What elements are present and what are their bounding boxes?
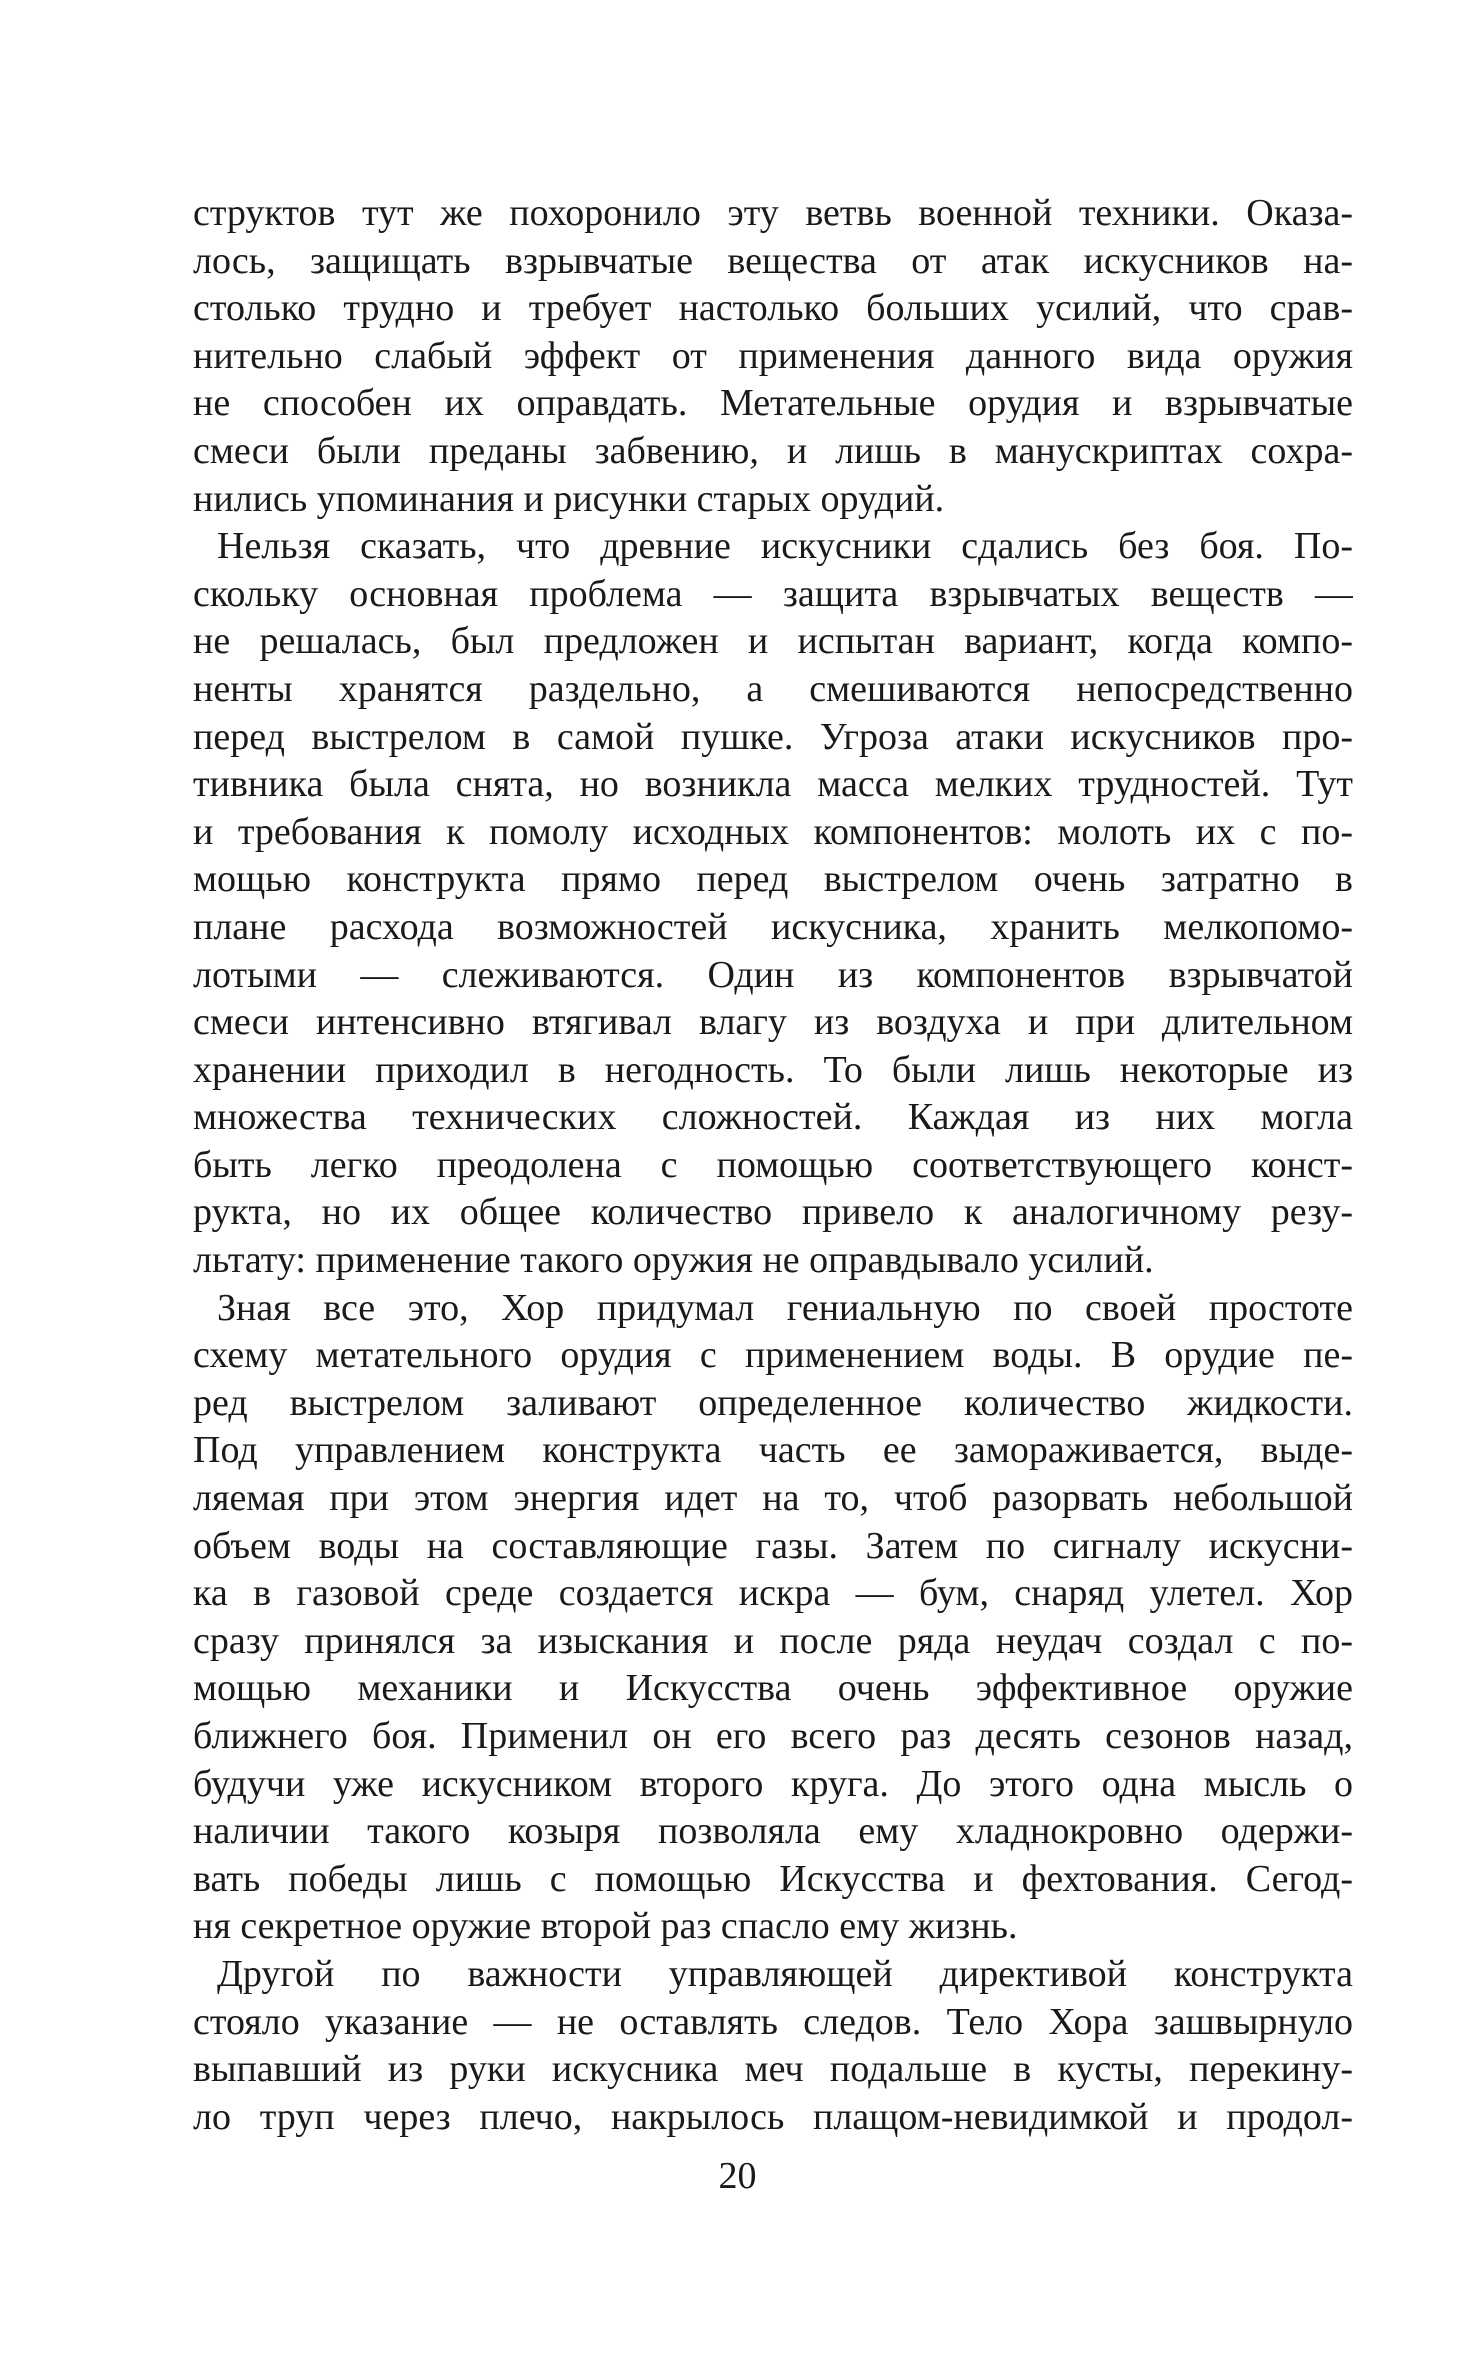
text-line: Зная все это, Хор придумал гениальную по своей простоте	[217, 1286, 1353, 1329]
text-line: Нельзя сказать, что древние искусники сдались без боя. По-	[217, 525, 1353, 568]
text-line: ка в газовой среде создается искра — бум, снаряд улетел. Хор	[193, 1572, 1353, 1615]
text-line: не способен их оправдать. Метательные орудия и взрывчатые	[193, 382, 1353, 425]
text-line: ненты хранятся раздельно, а смешиваются непосредственно	[193, 667, 1353, 710]
body-text	[193, 190, 1353, 2141]
text-line: нительно слабый эффект от применения данного вида оружия	[193, 334, 1353, 377]
text-line: хранении приходил в негодность. То были лишь некоторые из	[193, 1048, 1353, 1091]
text-line: нились упоминания и рисунки старых орудий.	[193, 477, 945, 520]
text-line: структов тут же похоронило эту ветвь военной техники. Оказа-	[193, 192, 1353, 234]
text-line: смеси интенсивно втягивал влагу из воздуха и при длительном	[193, 1001, 1353, 1044]
text-line: объем воды на составляющие газы. Затем по сигналу искусни-	[193, 1524, 1353, 1567]
text-line: вать победы лишь с помощью Искусства и фехтования. Сегод-	[193, 1857, 1353, 1900]
text-line: мощью конструкта прямо перед выстрелом очень затратно в	[193, 858, 1353, 901]
text-line: выпавший из руки искусника меч подальше в кусты, перекину-	[193, 2048, 1353, 2091]
text-line: смеси были преданы забвению, и лишь в манускриптах сохра-	[193, 429, 1353, 472]
text-line: наличии такого козыря позволяла ему хладнокровно одержи-	[193, 1810, 1353, 1853]
text-line: стояло указание — не оставлять следов. Тело Хора зашвырнуло	[193, 2000, 1353, 2043]
text-line: плане расхода возможностей искусника, хранить мелкопомо-	[193, 905, 1353, 948]
text-line: мощью механики и Искусства очень эффективное оружие	[193, 1667, 1353, 1710]
text-line: не решалась, был предложен и испытан вариант, когда компо-	[193, 620, 1353, 663]
text-line: быть легко преодолена с помощью соответствующего конст-	[193, 1143, 1353, 1186]
text-line: льтату: применение такого оружия не оправдывало усилий.	[193, 1239, 1154, 1282]
page-number: 20	[718, 2155, 757, 2197]
text-line: ближнего боя. Применил он его всего раз десять сезонов назад,	[193, 1715, 1353, 1757]
text-line: ред выстрелом заливают определенное количество жидкости.	[193, 1381, 1353, 1424]
text-line: Другой по важности управляющей директивой конструкта	[217, 1952, 1353, 1995]
text-line: будучи уже искусником второго круга. До этого одна мысль о	[193, 1762, 1353, 1805]
text-line: Под управлением конструкта часть ее замораживается, выде-	[193, 1429, 1353, 1472]
text-line: лотыми — слеживаются. Один из компонентов взрывчатой	[193, 953, 1353, 996]
text-line: ляемая при этом энергия идет на то, чтоб разорвать небольшой	[193, 1477, 1353, 1520]
text-line: перед выстрелом в самой пушке. Угроза атаки искусников про-	[193, 715, 1353, 758]
text-line: тивника была снята, но возникла масса мелких трудностей. Тут	[193, 763, 1353, 806]
text-line: множества технических сложностей. Каждая из них могла	[193, 1096, 1353, 1139]
text-line: лось, защищать взрывчатые вещества от атак искусников на-	[193, 239, 1353, 282]
text-line: схему метательного орудия с применением воды. В орудие пе-	[193, 1334, 1353, 1377]
text-line: скольку основная проблема — защита взрывчатых веществ —	[193, 572, 1353, 615]
text-line: рукта, но их общее количество привело к аналогичному резу-	[193, 1191, 1353, 1234]
text-line: сразу принялся за изыскания и после ряда неудач создал с по-	[193, 1619, 1353, 1662]
text-line: столько трудно и требует настолько больших усилий, что срав-	[193, 287, 1353, 330]
text-line: и требования к помолу исходных компонентов: молоть их с по-	[193, 810, 1353, 853]
text-line: ня секретное оружие второй раз спасло ему жизнь.	[193, 1905, 1018, 1948]
text-line: ло труп через плечо, накрылось плащом-невидимкой и продол-	[193, 2095, 1353, 2138]
